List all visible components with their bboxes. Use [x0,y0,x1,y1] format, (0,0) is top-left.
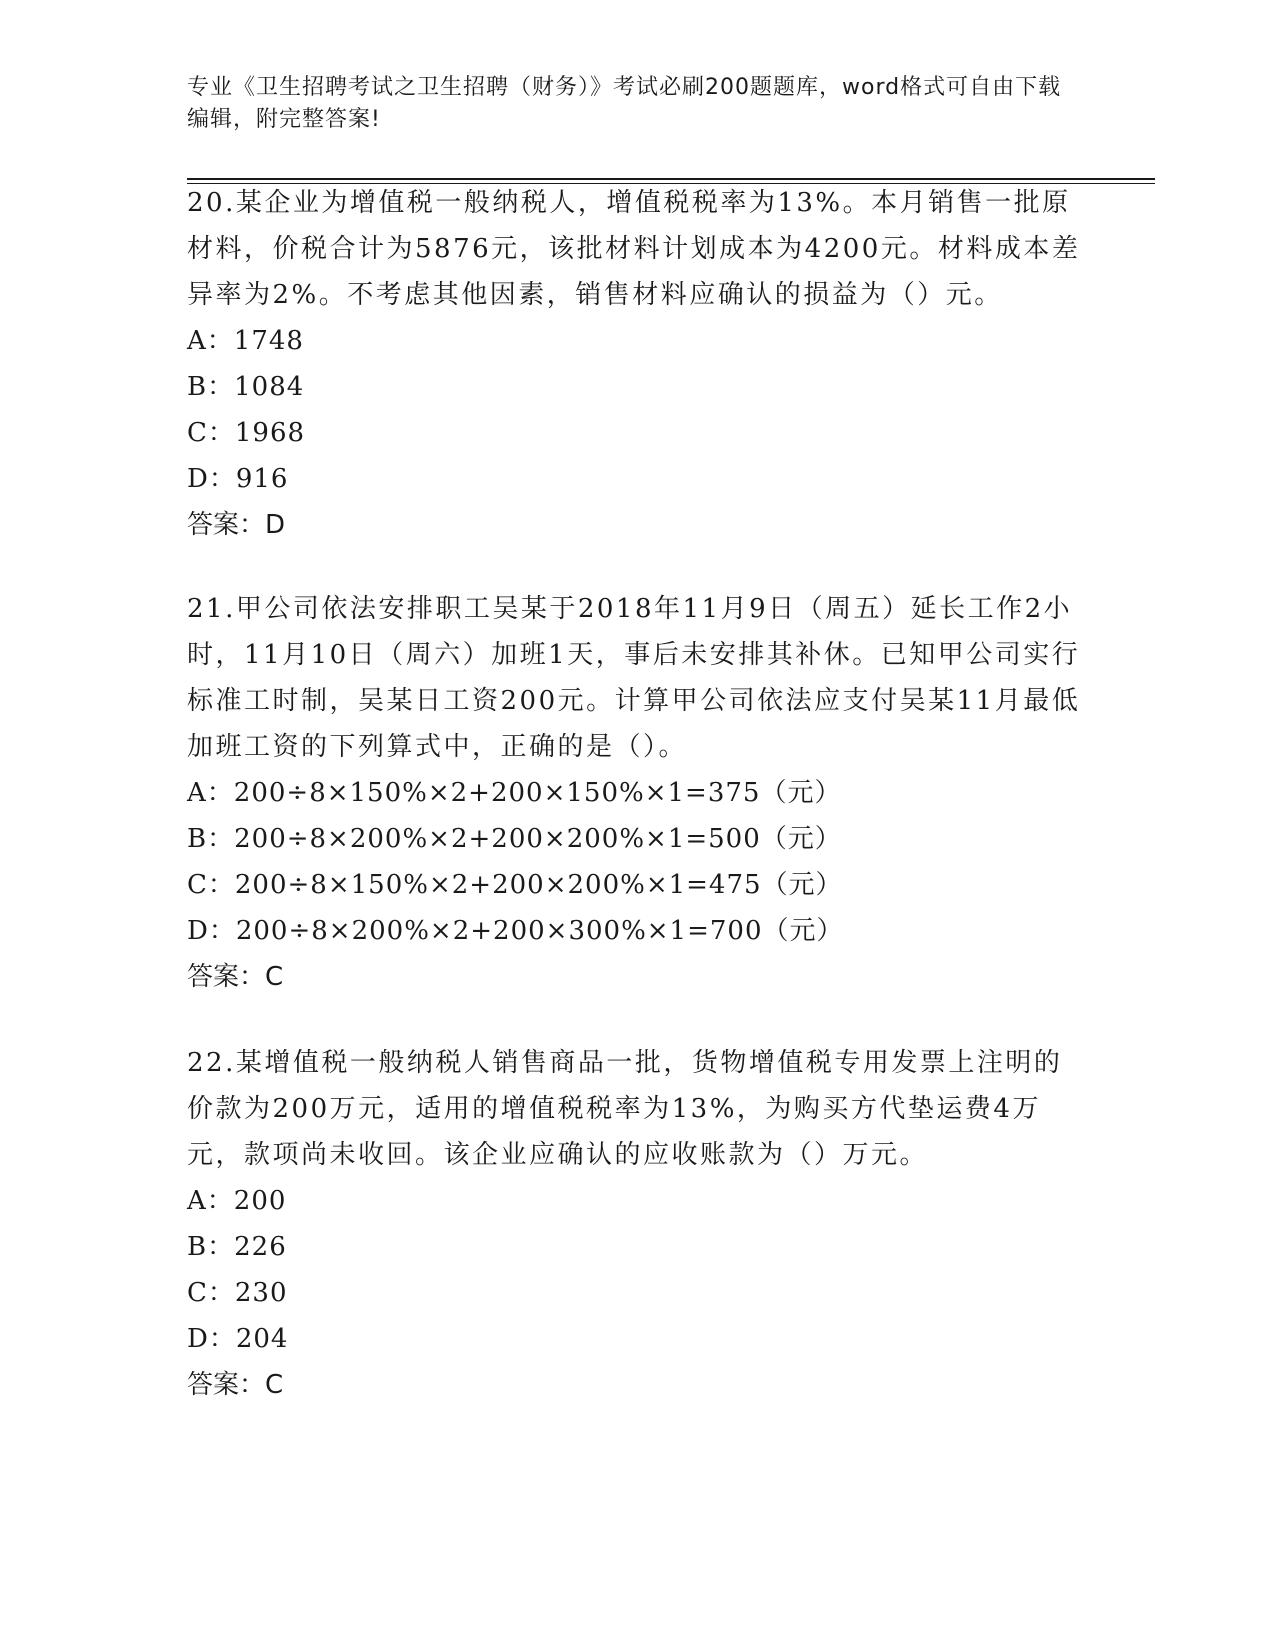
question-21 [187,586,1087,1000]
option-b: B：226 [187,1232,287,1262]
question-stem: 21.甲公司依法安排职工吴某于2018年11月9日（周五）延长工作2小时，11月10日（周六）加班1天，事后未安排其补休。已知甲公司实行标准工时制，吴某日工资200元。计算甲公司依法应支付吴某11月最低加班工资的下列算式中，正确的是（）。 [187,594,1081,762]
question-stem: 20.某企业为增值税一般纳税人，增值税税率为13%。本月销售一批原材料，价税合计为5876元，该批材料计划成本为4200元。材料成本差异率为2%。不考虑其他因素，销售材料应确认的损益为（）元。 [187,188,1081,310]
answer: 答案：D [187,510,286,540]
question-20 [187,180,1087,548]
option-a: A：200 [187,1186,287,1216]
option-c: C：1968 [187,418,306,448]
option-a: A：1748 [187,326,304,356]
answer: 答案：C [187,962,284,992]
option-c: C：200÷8×150%×2+200×200%×1=475（元） [187,870,843,900]
question-stem: 22.某增值税一般纳税人销售商品一批，货物增值税专用发票上注明的价款为200万元，适用的增值税税率为13%，为购买方代垫运费4万元，款项尚未收回。该企业应确认的应收账款为（）万元。 [187,1048,1063,1170]
answer: 答案：C [187,1370,284,1400]
question-22 [187,1040,1087,1408]
option-b: B：200÷8×200%×2+200×200%×1=500（元） [187,824,842,854]
option-c: C：230 [187,1278,288,1308]
document-header: 专业《卫生招聘考试之卫生招聘（财务）》考试必刷200题题库，word格式可自由下载编辑，附完整答案! [187,75,1062,132]
option-a: A：200÷8×150%×2+200×150%×1=375（元） [187,778,842,808]
option-d: D：200÷8×200%×2+200×300%×1=700（元） [187,916,844,946]
option-b: B：1084 [187,372,305,402]
option-d: D：916 [187,464,289,494]
option-d: D：204 [187,1324,289,1354]
